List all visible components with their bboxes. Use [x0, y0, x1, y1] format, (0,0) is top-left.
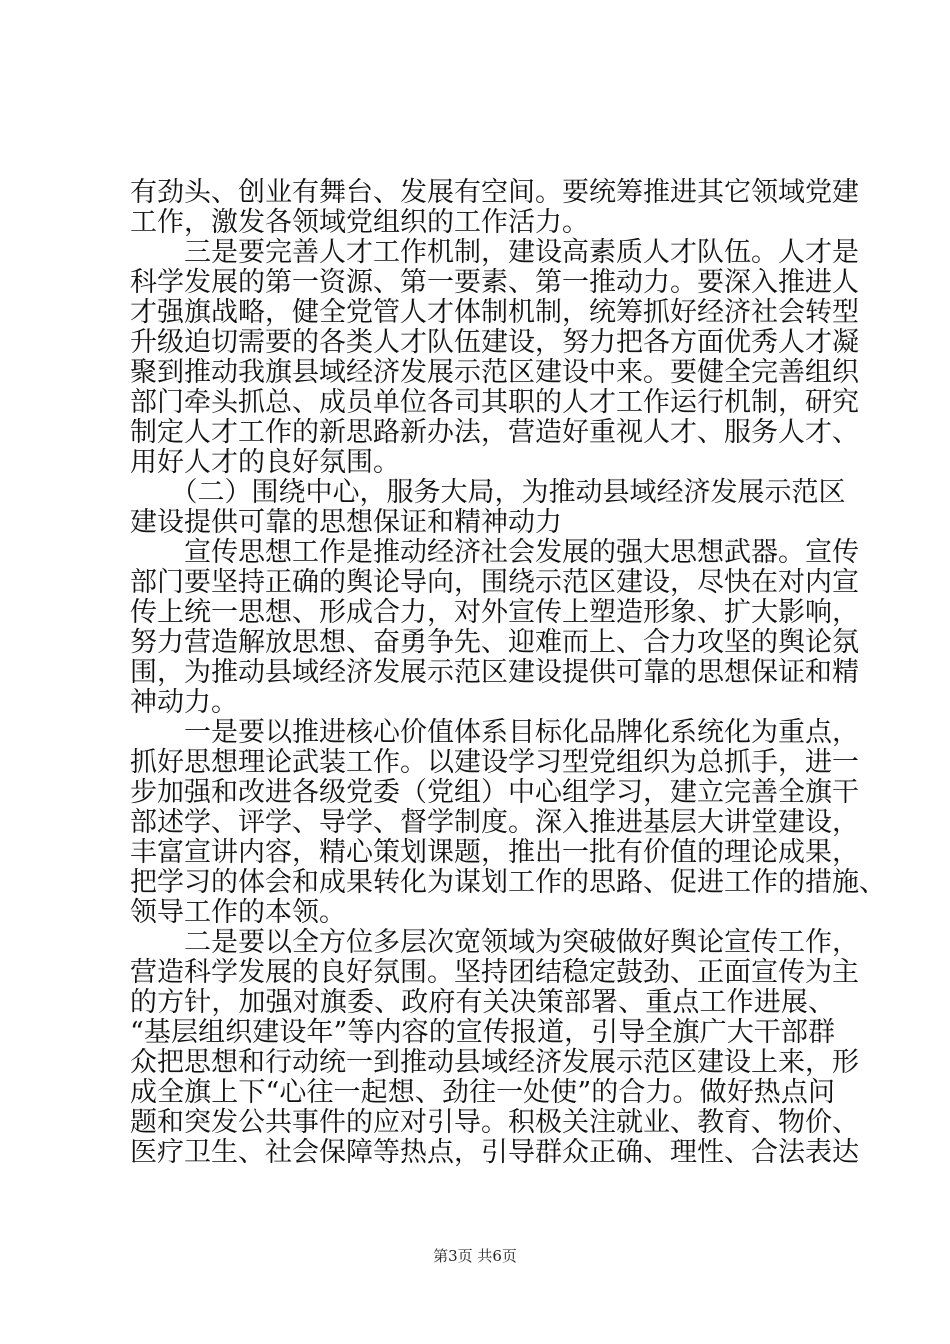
text-line: 题和突发公共事件的应对引导。积极关注就业、教育、物价、 [130, 1107, 859, 1138]
text-line: 二是要以全方位多层次宽领域为突破做好舆论宣传工作， [130, 927, 859, 958]
text-line: 聚到推动我旗县域经济发展示范区建设中来。要健全完善组织 [130, 357, 859, 388]
text-line: 丰富宣讲内容，精心策划课题，推出一批有价值的理论成果， [130, 837, 859, 868]
text-line: 抓好思想理论武装工作。以建设学习型党组织为总抓手，进一 [130, 747, 859, 778]
text-line: 步加强和改进各级党委（党组）中心组学习，建立完善全旗干 [130, 777, 859, 808]
text-line: 部门要坚持正确的舆论导向，围绕示范区建设，尽快在对内宣 [130, 567, 859, 598]
text-line: 领导工作的本领。 [130, 897, 346, 928]
text-line: 神动力。 [130, 687, 238, 718]
text-line: 部门牵头抓总、成员单位各司其职的人才工作运行机制，研究 [130, 387, 859, 418]
text-line: “基层组织建设年”等内容的宣传报道，引导全旗广大干部群 [130, 1017, 835, 1048]
text-line: （二）围绕中心，服务大局，为推动县域经济发展示范区 [130, 477, 846, 508]
text-line: 宣传思想工作是推动经济社会发展的强大思想武器。宣传 [130, 537, 859, 568]
text-line: 有劲头、创业有舞台、发展有空间。要统筹推进其它领域党建 [130, 177, 859, 208]
text-line: 传上统一思想、形成合力，对外宣传上塑造形象、扩大影响， [130, 597, 859, 628]
text-line: 建设提供可靠的思想保证和精神动力 [130, 507, 562, 538]
text-line: 努力营造解放思想、奋勇争先、迎难而上、合力攻坚的舆论氛 [130, 627, 859, 658]
text-line: 医疗卫生、社会保障等热点，引导群众正确、理性、合法表达 [130, 1137, 859, 1168]
text-line: 围，为推动县域经济发展示范区建设提供可靠的思想保证和精 [130, 657, 859, 688]
text-line: 升级迫切需要的各类人才队伍建设，努力把各方面优秀人才凝 [130, 327, 859, 358]
text-line: 成全旗上下“心往一起想、劲往一处使”的合力。做好热点问 [130, 1077, 835, 1108]
text-line: 的方针，加强对旗委、政府有关决策部署、重点工作进展、 [130, 987, 835, 1018]
text-line: 把学习的体会和成果转化为谋划工作的思路、促进工作的措施、 [130, 867, 886, 898]
body-text [130, 177, 886, 1168]
text-line: 才强旗战略，健全党管人才体制机制，统筹抓好经济社会转型 [130, 297, 859, 328]
text-line: 工作，激发各领域党组织的工作活力。 [130, 207, 589, 238]
text-line: 营造科学发展的良好氛围。坚持团结稳定鼓劲、正面宣传为主 [130, 957, 859, 988]
text-line: 三是要完善人才工作机制，建设高素质人才队伍。人才是 [130, 237, 859, 268]
text-line: 制定人才工作的新思路新办法，营造好重视人才、服务人才、 [130, 417, 859, 448]
page-footer: 第3页 共6页 [433, 1247, 517, 1265]
text-line: 众把思想和行动统一到推动县域经济发展示范区建设上来，形 [130, 1047, 859, 1078]
text-line: 部述学、评学、导学、督学制度。深入推进基层大讲堂建设， [130, 807, 859, 838]
text-line: 科学发展的第一资源、第一要素、第一推动力。要深入推进人 [130, 267, 859, 298]
text-line: 一是要以推进核心价值体系目标化品牌化系统化为重点， [130, 717, 859, 748]
text-line: 用好人才的良好氛围。 [130, 447, 400, 478]
